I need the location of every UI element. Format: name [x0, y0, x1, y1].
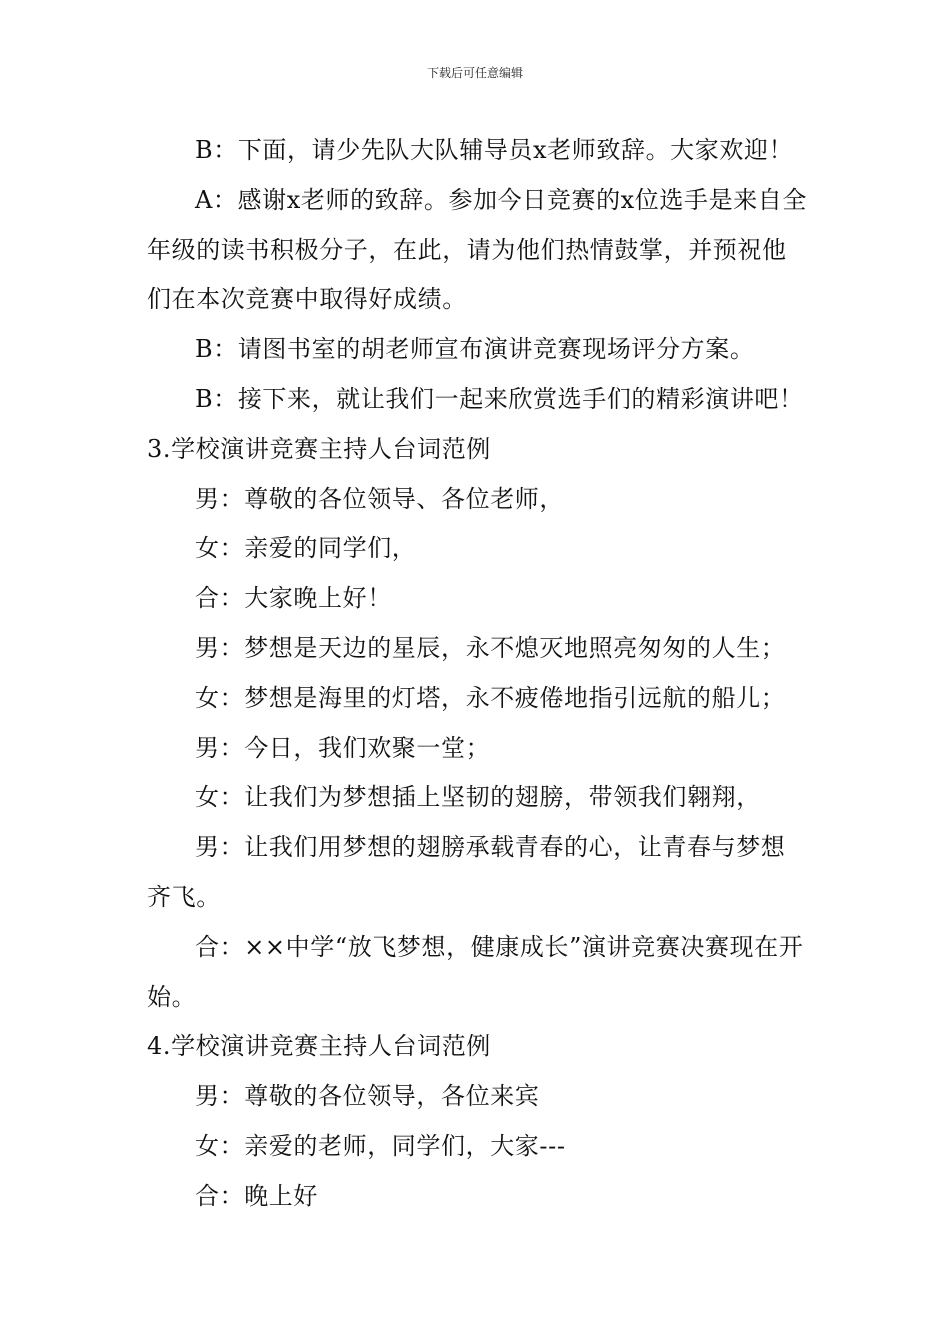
page-header: 下载后可任意编辑: [426, 66, 523, 80]
paragraph-a-thanks: A：感谢x老师的致辞。参加今日竞赛的x位选手是来自全年级的读书积极分子，在此，请为他们热情鼓掌，并预祝他们在本次竞赛中取得好成绩。: [147, 185, 808, 314]
paragraph-male-guests: 男：尊敬的各位领导，各位来宾: [195, 1082, 540, 1111]
paragraph-male-gather: 男：今日，我们欢聚一堂；: [195, 733, 491, 762]
section-heading-4: 4.学校演讲竞赛主持人台词范例: [147, 1032, 491, 1061]
paragraph-b-next: B：接下来，就让我们一起来欣赏选手们的精彩演讲吧！: [195, 384, 804, 413]
paragraph-together-greeting: 合：大家晚上好！: [195, 584, 392, 613]
paragraph-male-youth: 男：让我们用梦想的翅膀承载青春的心，让青春与梦想齐飞。: [147, 833, 786, 911]
paragraph-b-speech-invite: B：下面，请少先队大队辅导员x老师致辞。大家欢迎！: [195, 136, 794, 164]
paragraph-female-everyone: 女：亲爱的老师，同学们，大家---: [195, 1131, 566, 1160]
paragraph-together-start: 合：××中学“放飞梦想，健康成长”演讲竞赛决赛现在开始。: [147, 932, 804, 1011]
paragraph-b-scoring: B：请图书室的胡老师宣布演讲竞赛现场评分方案。: [195, 335, 755, 364]
paragraph-male-greeting: 男：尊敬的各位领导、各位老师，: [195, 484, 564, 513]
paragraph-female-wings: 女：让我们为梦想插上坚韧的翅膀，带领我们翱翔，: [195, 783, 761, 812]
section-heading-3: 3.学校演讲竞赛主持人台词范例: [147, 434, 491, 463]
paragraph-female-greeting: 女：亲爱的同学们，: [195, 534, 417, 563]
paragraph-male-dream-stars: 男：梦想是天边的星辰，永不熄灭地照亮匆匆的人生；: [195, 633, 786, 662]
document-body: [147, 126, 807, 1222]
paragraph-female-dream-lighthouse: 女：梦想是海里的灯塔，永不疲倦地指引远航的船儿；: [195, 683, 786, 712]
paragraph-together-evening: 合：晚上好: [195, 1181, 318, 1210]
